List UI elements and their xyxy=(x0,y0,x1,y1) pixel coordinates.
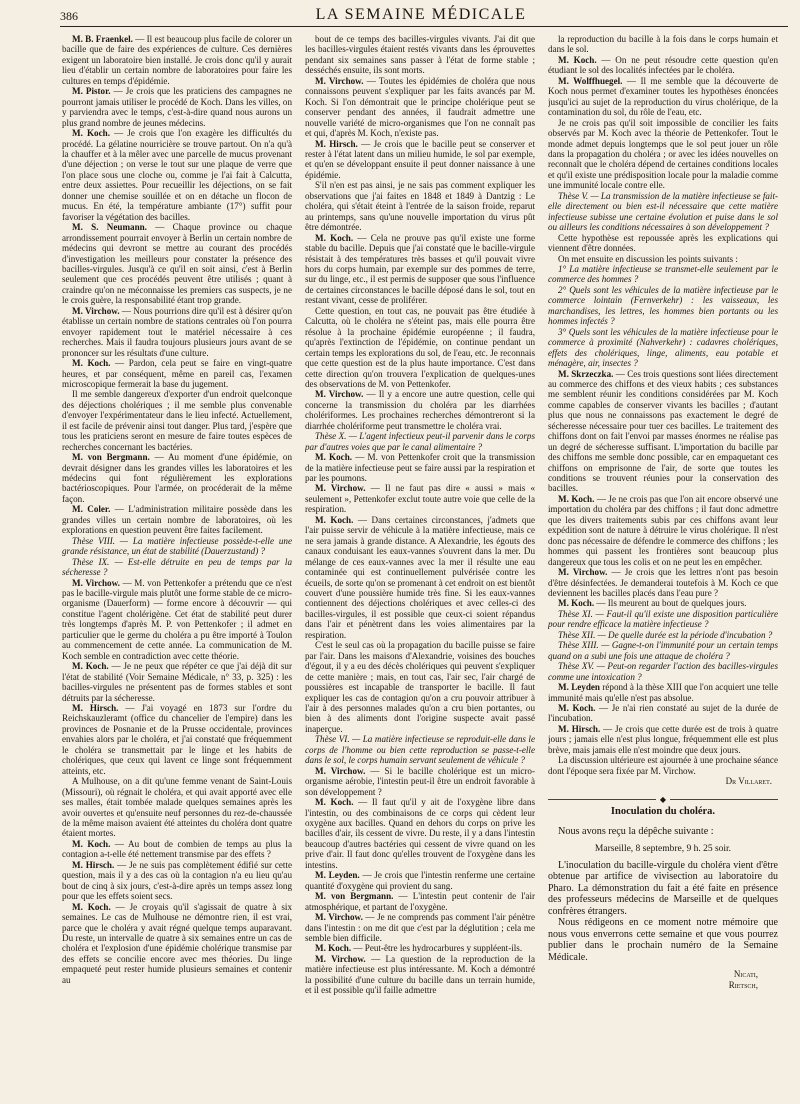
speaker-name: M. Virchow. xyxy=(315,483,366,494)
news-headline xyxy=(548,794,778,818)
paragraph xyxy=(62,839,292,860)
section-intro: Nous avons reçu la dépêche suivante : xyxy=(558,825,714,837)
paragraph xyxy=(548,118,778,191)
paragraph-text: — Je croyais qu'il s'agissait de quatre à six semaines. Le cas de Mulhouse ne démontre rien, il est vrai, parce que le choléra y avait régné quelque temps auparavant. Du reste, un intervalle de quatre à six semaines entre un cas de choléra et l'explosion d'une épidémie cholérique transmise par des effets se concilie encore avec mes théories. Du linge empaqueté peut rester humide plusieurs semaines et contenir au xyxy=(62,901,292,985)
paragraph xyxy=(305,954,535,996)
paragraph xyxy=(548,703,778,724)
paragraph-text: — Je crois que cette durée est de trois à quatre jours ; jamais elle n'est plus longue, fréquemment elle est plus brève, mais jamais elle n'est moindre que deux jours. xyxy=(548,723,778,755)
speaker-name: M. von Bergmann. xyxy=(72,452,150,463)
speaker-name: M. Leyden xyxy=(558,682,600,693)
paragraph xyxy=(305,891,535,912)
paragraph xyxy=(62,222,292,306)
author-signature xyxy=(548,776,778,786)
speaker-name: M. Wolffhuegel. xyxy=(558,75,623,86)
speaker-name: M. Koch. xyxy=(558,493,595,504)
paragraph-text: — Il me semble que la découverte de Koch nous permet d'examiner toutes les hypothèses énoncées jusqu'ici au sujet de la reproduction du virus cholérique, de la contamination du sol, du rôle de l'eau, etc. xyxy=(548,75,778,118)
speaker-name: M. Hirsch. xyxy=(72,703,119,713)
paragraph-text: — Je ne peux que répéter ce que j'ai déjà dit sur l'état de stabilité (Voir Semaine Médicale, n° 33, p. 325) : les bacilles-virgules ne présentent pas de formes stables et sont détruits par la sécheresse. xyxy=(62,661,292,703)
speaker-name: M. Hirsch. xyxy=(315,138,358,149)
paragraph xyxy=(62,703,292,776)
paragraph xyxy=(548,598,778,608)
paragraph-text: — Ils meurent au bout de quelques jours. xyxy=(594,598,747,609)
speaker-name: M. B. Fraenkel. xyxy=(72,34,133,44)
paragraph xyxy=(62,536,292,557)
paragraph-text: Thèse VI. — La matière infectieuse se reproduit-elle dans le corps de l'homme ou bien cette reproduction se passe-t-elle dans le sol, le corps humain servant seulement de véhicule ? xyxy=(305,734,535,766)
paragraph-text: — Je n'ai rien constaté au sujet de la durée de l'incubation. xyxy=(548,703,778,724)
paragraph xyxy=(548,233,778,254)
paragraph-text: Thèse XV. — Peut-on regarder l'action des bacilles-virgules comme une intoxication ? xyxy=(548,661,778,682)
paragraph xyxy=(548,755,778,776)
paragraph-text: La discussion ultérieure est ajournée à une prochaine séance dont l'époque sera fixée par M. Virchow. xyxy=(548,755,778,776)
speaker-name: M. Koch. xyxy=(315,232,354,243)
paragraph xyxy=(548,724,778,755)
paragraph xyxy=(62,504,292,535)
paragraph-text: — M. von Pettenkofer a prétendu que ce n'est pas le bacille-virgule mais plutôt une forme stable de ce micro-organisme (Dauerform) — forme encore à découvrir — qui constitue l'agent cholérigène. Cet état de stabilité peut durer très longtemps d'après M. P. von Pettenkofer ; il admet en particulier que le germe du choléra a pu être importé à Toulon au commencement de cette année. La communication de M. Koch semble en contradiction avec cette théorie. xyxy=(62,577,292,661)
paragraph-text: Thèse X. — L'agent infectieux peut-il parvenir dans le corps par d'autres voies que par le canal alimentaire ? xyxy=(305,431,535,452)
paragraph xyxy=(62,776,292,839)
paragraph-text: — Au moment d'une épidémie, on devrait désigner dans les grandes villes les laboratoires et les médecins qui font régulièrement les explorations bactérioscopiques. Pour l'armée, on procéderait de la même façon. xyxy=(62,452,292,504)
paragraph xyxy=(548,661,778,682)
speaker-name: M. S. Neumann. xyxy=(72,222,147,233)
paragraph-text: — Si le bacille cholérique est un micro-organisme aérobie, l'intestin peut-il être un endroit favorable à son développement ? xyxy=(305,765,535,797)
paragraph xyxy=(305,431,535,452)
telegram-paragraph: Nous rédigeons en ce moment notre mémoire que nous vous enverrons cette semaine et que vous pourrez publier dans le prochain numéro de la Semaine Médicale. xyxy=(548,917,778,963)
paragraph xyxy=(62,557,292,578)
telegram-signature: Nicati, Rietsch, xyxy=(728,969,758,990)
paragraph xyxy=(305,233,535,306)
paragraph xyxy=(305,34,535,76)
paragraph-text: — Ces trois questions sont liées directement au commerce des chiffons et des vieux habits ; ces substances me semblent réunir les conditions considérées par M. Koch comme capables de conserver vivants les bacilles ; d'autant plus que nous ne connaissons pas exactement le degré de sécheresse nécessaire pour tuer ces bacilles. Le traitement des chiffons dont on fait l'envoi par masses énormes ne réalise pas un degré de sécheresse suffisant. L'importation du bacille par des chiffons me semble donc possible, car en empaquetant ces chiffons on emprisonne de l'air, de sorte que toutes les conditions se trouvent réunies pour la conservation des bacilles. xyxy=(548,368,778,494)
speaker-name: M. Leyden. xyxy=(315,870,360,881)
paragraph xyxy=(548,264,778,285)
speaker-name: M. Virchow. xyxy=(72,577,120,588)
speaker-name: M. Virchow. xyxy=(72,305,120,316)
speaker-name: M. Virchow. xyxy=(315,912,363,923)
speaker-name: M. Koch. xyxy=(315,943,352,954)
paragraph-text: — Chaque province ou chaque arrondissement pourrait envoyer à Berlin un certain nombre de médecins qui devront se mettre au courant des procédés d'investigation les meilleurs pour constater la présence des bacilles-virgules. Jusqu'à ce qu'il en soit ainsi, c'est à Berlin seulement que ces procédés peuvent être utilisés ; quant à craindre qu'on ne méconnaisse les premiers cas suspects, je ne le crois guère, la responsabilité étant trop grande. xyxy=(62,222,292,306)
paragraph xyxy=(305,76,535,139)
paragraph xyxy=(548,609,778,630)
paragraph xyxy=(305,139,535,181)
speaker-name: M. Virchow. xyxy=(315,75,364,86)
paragraph-text: — Il ne faut pas dire « aussi » mais « seulement », Pettenkofer exclut toute autre voie que celle de la respiration. xyxy=(305,483,535,515)
paragraph xyxy=(62,86,292,128)
paragraph-text: — Je ne suis pas complètement édifié sur cette question, mais il y a des cas où la contagion n'a eu lieu qu'au bout de cinq à six jours, c'est-à-dire après un temps assez long pour que les effets soient secs. xyxy=(62,859,292,902)
paragraph-text: répond à la thèse XIII que l'on acquiert une telle immunité mais qu'elle n'est pas absolue. xyxy=(548,682,778,703)
paragraph-text: — On ne peut résoudre cette question qu'en étudiant le sol des localités infectées par le choléra. xyxy=(548,54,778,76)
page-header xyxy=(60,0,788,24)
paragraph-text: Il me semble dangereux d'exporter d'un endroit quelconque des déjections cholériques ; il me semble plus convenable d'envoyer l'expérimentateur dans le lieu infecté. Actuellement, il est facile de prévenir ainsi tout danger. Plus tard, j'espère que tous les praticiens seront en mesure de faire toutes espèces de recherches concernant les bactéries. xyxy=(62,389,292,452)
paragraph xyxy=(305,483,535,514)
paragraph-text: — L'administration militaire possède dans les grandes villes un certain nombre de laboratoires, où les explorations en question peuvent être faites facilement. xyxy=(62,504,292,536)
paragraph-text: — L'intestin peut contenir de l'air atmosphérique, et partant de l'oxygène. xyxy=(305,891,535,912)
paragraph xyxy=(62,661,292,703)
text-column-3 xyxy=(548,34,778,1100)
paragraph-text: Thèse V. — La transmission de la matière infectieuse se fait-elle directement ou bien est-il nécessaire que cette matière infectieuse subisse une certaine évolution et puise dans le sol ou ailleurs les conditions nécessaires à son développement ? xyxy=(548,190,778,233)
paragraph-text: bout de ce temps des bacilles-virgules vivants. J'ai dit que les bacilles-virgules étaient restés vivants dans les éprouvettes pendant six semaines sans passer à l'état de forme stable ; desséchés ensuite, ils sont morts. xyxy=(305,34,535,76)
speaker-name: M. Virchow. xyxy=(558,567,608,578)
paragraph-text: — Pardon, cela peut se faire en vingt-quatre heures, et par conséquent, même en pareil cas, l'examen microscopique fermerait la base du jugement. xyxy=(62,358,292,389)
paragraph xyxy=(548,76,778,118)
paragraph-text: la reproduction du bacille à la fois dans le corps humain et dans le sol. xyxy=(548,34,778,55)
speaker-name: M. Koch. xyxy=(72,128,110,139)
paragraph-text: — Au bout de combien de temps au plus la contagion a-t-elle été nettement transmise par des effets ? xyxy=(62,838,292,860)
paragraph xyxy=(62,452,292,504)
paragraph xyxy=(305,180,535,232)
paragraph-text: — Dans certaines circonstances, j'admets que l'air puisse servir de véhicule à la matière infectieuse, mais ce ne sera jamais à grande distance. A Alexandrie, les égouts des canaux conduisant les eaux-vannes s'ouvrent dans la mer. Du mélange de ces eaux-vannes avec la mer il résulte une eau contaminée qui est continuellement pulvérisée contre les écueils, de sorte qu'on se promenant à cet endroit on est bientôt couvert d'une poussière humide très fine. Si les eaux-vannes contiennent des déjections cholériques et avec celles-ci des bacilles-virgules, il est possible que ceux-ci soient répandus dans l'air et pénètrent dans les voies alimentaires par la respiration. xyxy=(305,514,535,640)
text-column-2 xyxy=(305,34,535,1100)
speaker-name: M. Koch. xyxy=(72,901,111,912)
paragraph-text: Thèse XI. — Faut-il qu'il existe une disposition particulière pour rendre efficace la matière infectieuse ? xyxy=(548,608,778,630)
paragraph-text: On met ensuite en discussion les points suivants : xyxy=(558,253,738,264)
text-column-1 xyxy=(62,34,292,1100)
paragraph-text: — Je crois que le bacille peut se conserver et rester à l'état latent dans un milieu humide, le sol par exemple, et qu'en se développant ensuite il peut donner naissance à une épidémie. xyxy=(305,138,535,180)
paragraph xyxy=(305,870,535,891)
speaker-name: M. Virchow. xyxy=(315,389,364,400)
paragraph xyxy=(305,766,535,797)
paragraph xyxy=(548,630,778,640)
paragraph-text: — Cela ne prouve pas qu'il existe une forme stable du bacille. Depuis que j'ai constaté que le bacille-virgule résistait à des températures très basses et qu'il pouvait vivre hors du corps humain, par exemple sur des pommes de terre, sur du linge, etc., il est permis de supposer que sous l'influence de certaines circonstances le bacille déposé dans le sol, tout en restant vivant, cesse de proliférer. xyxy=(305,232,535,306)
paragraph xyxy=(305,797,535,870)
paragraph xyxy=(305,389,535,431)
paragraph-text: — Je ne crois pas que l'on ait encore observé une importation du choléra par des chiffons ; il faut donc admettre que les divers traitements subis par ces chiffons avant leur expédition sont de nature à détruire le virus cholérique. Il n'est donc pas nécessaire de défendre le commerce des chiffons ; les hommes qui passent les frontières sont beaucoup plus dangereux que tous les colis et on ne peut les en empêcher. xyxy=(548,493,778,567)
paragraph xyxy=(548,55,778,76)
speaker-name: M. Koch. xyxy=(72,838,111,849)
paragraph-text: — Je ne comprends pas comment l'air pénètre dans l'intestin : on me dit que c'est par la déglutition ; cela me semble bien difficile. xyxy=(305,912,535,943)
paragraph xyxy=(62,389,292,452)
paragraph xyxy=(305,943,535,953)
paragraph xyxy=(305,306,535,390)
paragraph xyxy=(305,912,535,943)
telegram-dateline: Marseille, 8 septembre, 9 h. 25 soir. xyxy=(594,843,732,854)
paragraph xyxy=(548,285,778,327)
paragraph xyxy=(548,640,778,661)
paragraph-text: — Nous pourrions dire qu'il est à désirer qu'on établisse un certain nombre de stations centrales où l'on pourra envoyer rapidement tout le matériel nécessaire à ces recherches. Mais il faudra toujours plusieurs jours avant de se prononcer sur les résultats d'une culture. xyxy=(62,305,292,358)
paragraph xyxy=(548,327,778,369)
paragraph xyxy=(305,452,535,483)
paragraph-text: — Je crois que l'intestin renferme une certaine quantité d'oxygène qui provient du sang. xyxy=(305,870,535,891)
paragraph-text: Cette hypothèse est repoussée après les explications qui viennent d'être données. xyxy=(548,232,778,254)
paragraph-text: Dr Villaret. xyxy=(725,776,772,787)
speaker-name: M. Koch. xyxy=(72,661,109,672)
paragraph xyxy=(62,128,292,222)
paragraph-text: — Toutes les épidémies de choléra que nous connaissons peuvent s'expliquer par les faits avancés par M. Koch. Si l'on démontrait que le principe cholérique peut se conserver pendant des années, il faudrait admettre une nouvelle variété de micro-organismes que l'on ne connaît pas et qui, d'après M. Koch, n'existe pas. xyxy=(305,75,535,139)
page-number: 386 xyxy=(60,9,78,23)
paragraph-text: — Il y a encore une autre question, celle qui concerne la transmission du choléra par les diarrhées cholériformes. Les prochaines recherches démontreront si la diarrhée cholériforme peut transmettre le choléra vrai. xyxy=(305,389,535,431)
paragraph xyxy=(548,34,778,55)
journal-title: LA SEMAINE MÉDICALE xyxy=(315,6,527,23)
paragraph xyxy=(62,860,292,902)
speaker-name: M. Koch. xyxy=(72,358,111,369)
header-rule xyxy=(60,26,788,27)
paragraph xyxy=(62,358,292,389)
paragraph-text: — M. von Pettenkofer croit que la transmission de la matière infectieuse peut se faire aussi par la respiration et par les poumons. xyxy=(305,452,535,484)
headline-title: Inoculation du choléra. xyxy=(610,806,716,818)
paragraph-text: — Je crois que l'on exagère les difficultés du procédé. La gélatine nourricière se trouve partout. On n'a qu'à la chauffer et à la mêler avec une parcelle de mucus provenant d'une déjection ; on verse le tout sur une plaque de verre que l'on place sous une cloche ou, comme je l'ai fait à Calcutta, entre deux assiettes. Pour recueillir les déjections, on se fait donner une chemise souillée et on en détache un flocon de mucus. En été, la température ambiante (17°) suffit pour favoriser la végétation des bacilles. xyxy=(62,128,292,222)
speaker-name: M. Koch. xyxy=(315,797,354,808)
speaker-name: M. Hirsch. xyxy=(558,723,601,734)
speaker-name: M. Koch. xyxy=(558,54,597,65)
speaker-name: M. Hirsch. xyxy=(72,859,115,870)
paragraph xyxy=(305,640,535,734)
paragraph xyxy=(305,515,535,640)
paragraph xyxy=(62,578,292,662)
speaker-name: M. Koch. xyxy=(315,452,353,463)
paragraph-text: — Je crois que les praticiens des campagnes ne pourront jamais utiliser le procédé de Koch. Dans les villes, on y parviendra avec le temps, c'est-à-dire quand nous aurons un plus grand nombre de jeunes médecins. xyxy=(62,86,292,128)
paragraph xyxy=(548,254,778,264)
paragraph-text: — Peut-être les hydrocarbures y suppléent-ils. xyxy=(351,943,523,954)
paragraph-text: Thèse IX. — Est-elle détruite en peu de temps par la sécheresse ? xyxy=(62,556,292,578)
speaker-name: M. Skrzeczka. xyxy=(558,368,614,379)
paragraph-text: — Je crois que les lettres n'ont pas besoin d'être désinfectées. Je demanderai toutefois à M. Koch ce que deviennent les bacilles placés dans l'eau pure ? xyxy=(548,567,778,599)
paragraph-text: S'il n'en est pas ainsi, je ne sais pas comment expliquer les observations que j'ai faites en 1848 et 1849 à Dantzig : Le choléra, qui s'était éteint à l'entrée de la saison froide, reparut au printemps, sans qu'une nouvelle importation du virus pût être démontrée. xyxy=(305,180,535,233)
speaker-name: M. Virchow. xyxy=(315,765,366,776)
paragraph-text: Thèse XIII. — Gagne-t-on l'immunité pour un certain temps quand on a subi une fois une attaque de choléra ? xyxy=(548,640,778,661)
speaker-name: M. Koch. xyxy=(315,514,354,525)
paragraph-text: 3° Quels sont les véhicules de la matière infectieuse pour le commerce à proximité (Nahverkehr) : cadavres cholériques, effets des cholériques, linge, aliments, eau potable et ménagère, air, insectes ? xyxy=(548,326,778,369)
paragraph-text: — Il est beaucoup plus facile de colorer un bacille que de faire des expériences de culture. Ces dernières exigent un laboratoire bien installé. Je crois donc qu'il y aurait lieu d'établir un certain nombre de laboratoires pour faire les cultures en temps d'épidémie. xyxy=(62,34,292,86)
speaker-name: M. Coler. xyxy=(72,504,111,515)
speaker-name: M. Virchow. xyxy=(315,953,366,964)
paragraph-text: Thèse VIII. — La matière infectieuse possède-t-elle une grande résistance, un état de stabilité (Dauerzustand) ? xyxy=(62,535,292,557)
paragraph-text: 2° Quels sont les véhicules de la matière infectieuse par le commerce lointain (Fernverkehr) : les vaisseaux, les marchandises, les lettres, les hommes bien portants ou les hommes infectés ? xyxy=(548,284,778,327)
paragraph xyxy=(548,494,778,567)
telegram xyxy=(548,844,778,991)
paragraph xyxy=(548,682,778,703)
paragraph xyxy=(548,191,778,233)
paragraph xyxy=(548,567,778,598)
paragraph xyxy=(62,34,292,86)
paragraph xyxy=(548,369,778,494)
paragraph-text: — Il faut qu'il y ait de l'oxygène libre dans l'intestin, ou des combinaisons de ce corps qui cèdent leur oxygène aux bacilles. Quand en dehors du corps on prive les bacilles d'air, ils cessent de vivre. Du reste, il y a dans l'intestin beaucoup d'autres bactéries qui cessent de vivre quand on les prive d'air. Il faut donc qu'elles trouvent de l'oxygène dans les intestins. xyxy=(305,797,535,870)
paragraph-text: Je ne crois pas qu'il soit impossible de concilier les faits observés par M. Koch avec la théorie de Pettenkofer. Tout le monde admet depuis longtemps que le sol peut jouer un rôle dans la propagation du choléra ; or avec les idées nouvelles on reconnaît que le choléra dépend de certaines conditions locales et qu'il existe une prédisposition locale pour la maladie comme une immunité locale contre elle. xyxy=(548,117,778,191)
paragraph xyxy=(305,734,535,765)
speaker-name: M. von Bergmann. xyxy=(315,891,394,902)
speaker-name: M. Koch. xyxy=(558,598,595,609)
telegram-paragraph: L'inoculation du bacille-virgule du choléra vient d'être obtenue par artifice de vivisection au laboratoire du Pharo. La démonstration du fait a été faite en présence des professeurs médecins de Marseille et de quelques confrères étrangers. xyxy=(548,859,778,917)
paragraph-text: C'est le seul cas où la propagation du bacille puisse se faire par l'air. Dans les maisons d'Alexandrie, voisines des bouches d'égout, il y a eu des décès cholériques qui peuvent s'expliquer de cette manière ; mais, en tout cas, l'air sec, l'air chargé de poussières est incapable de transporter le bacille. Il faut expliquer les cas de contagion qu'on a cru pouvoir attribuer à l'air à des personnes malades qu'on a cru bien portantes, ou bien à des aliments dont l'origine suspecte avait passé inaperçue. xyxy=(305,640,535,734)
paragraph xyxy=(62,902,292,986)
paragraph xyxy=(62,306,292,358)
paragraph-text: A Mulhouse, on a dit qu'une femme venant de Saint-Louis (Missouri), où régnait le choléra, et qui avait apporté avec elle ses malles, était tombée malade quelques semaines après les avoir ouvertes et qu'ensuite neuf personnes du rez-de-chaussée de la même maison avaient été atteintes du choléra dont quatre étaient mortes. xyxy=(62,776,292,839)
ornament-icon: ◆ xyxy=(656,795,670,805)
paragraph-text: — J'ai voyagé en 1873 sur l'ordre du Reichskauzleramt (office du chancelier de l'empire) dans les provinces de Posnanie et de la Prusse occidentale, provinces envahies alors par le choléra, et j'ai constaté que fréquemment le choléra se transmettait par le linge et les habits de cholériques, que ceux qui lavent ce linge sont fréquemment atteints, etc. xyxy=(62,703,292,776)
speaker-name: M. Koch. xyxy=(558,703,596,713)
speaker-name: M. Pistor. xyxy=(72,86,111,97)
paragraph-text: — La question de la reproduction de la matière infectieuse est plus intéressante. M. Koch a démontré la possibilité d'une culture du bacille dans un terrain humide, et il est possible qu'il faille admettre xyxy=(305,953,535,996)
paragraph-text: 1° La matière infectieuse se transmet-elle seulement par le commerce des hommes ? xyxy=(548,263,778,285)
paragraph-text: Thèse XII. — De quelle durée est la période d'incubation ? xyxy=(558,629,773,640)
paragraph-text: Cette question, en tout cas, ne pouvait pas être étudiée à Calcutta, où le choléra ne s'éteint pas, mais elle pourra être résolue à la prochaine épidémie européenne ; il faudra, qu'après l'extinction de l'épidémie, on continue pendant un certain temps les explorations du sol, de l'eau, etc. Je reconnais que cette question est de la plus haute importance. C'est dans cette direction qu'on trouvera l'explication de quelques-unes des observations de M. von Pettenkofer. xyxy=(305,305,535,389)
